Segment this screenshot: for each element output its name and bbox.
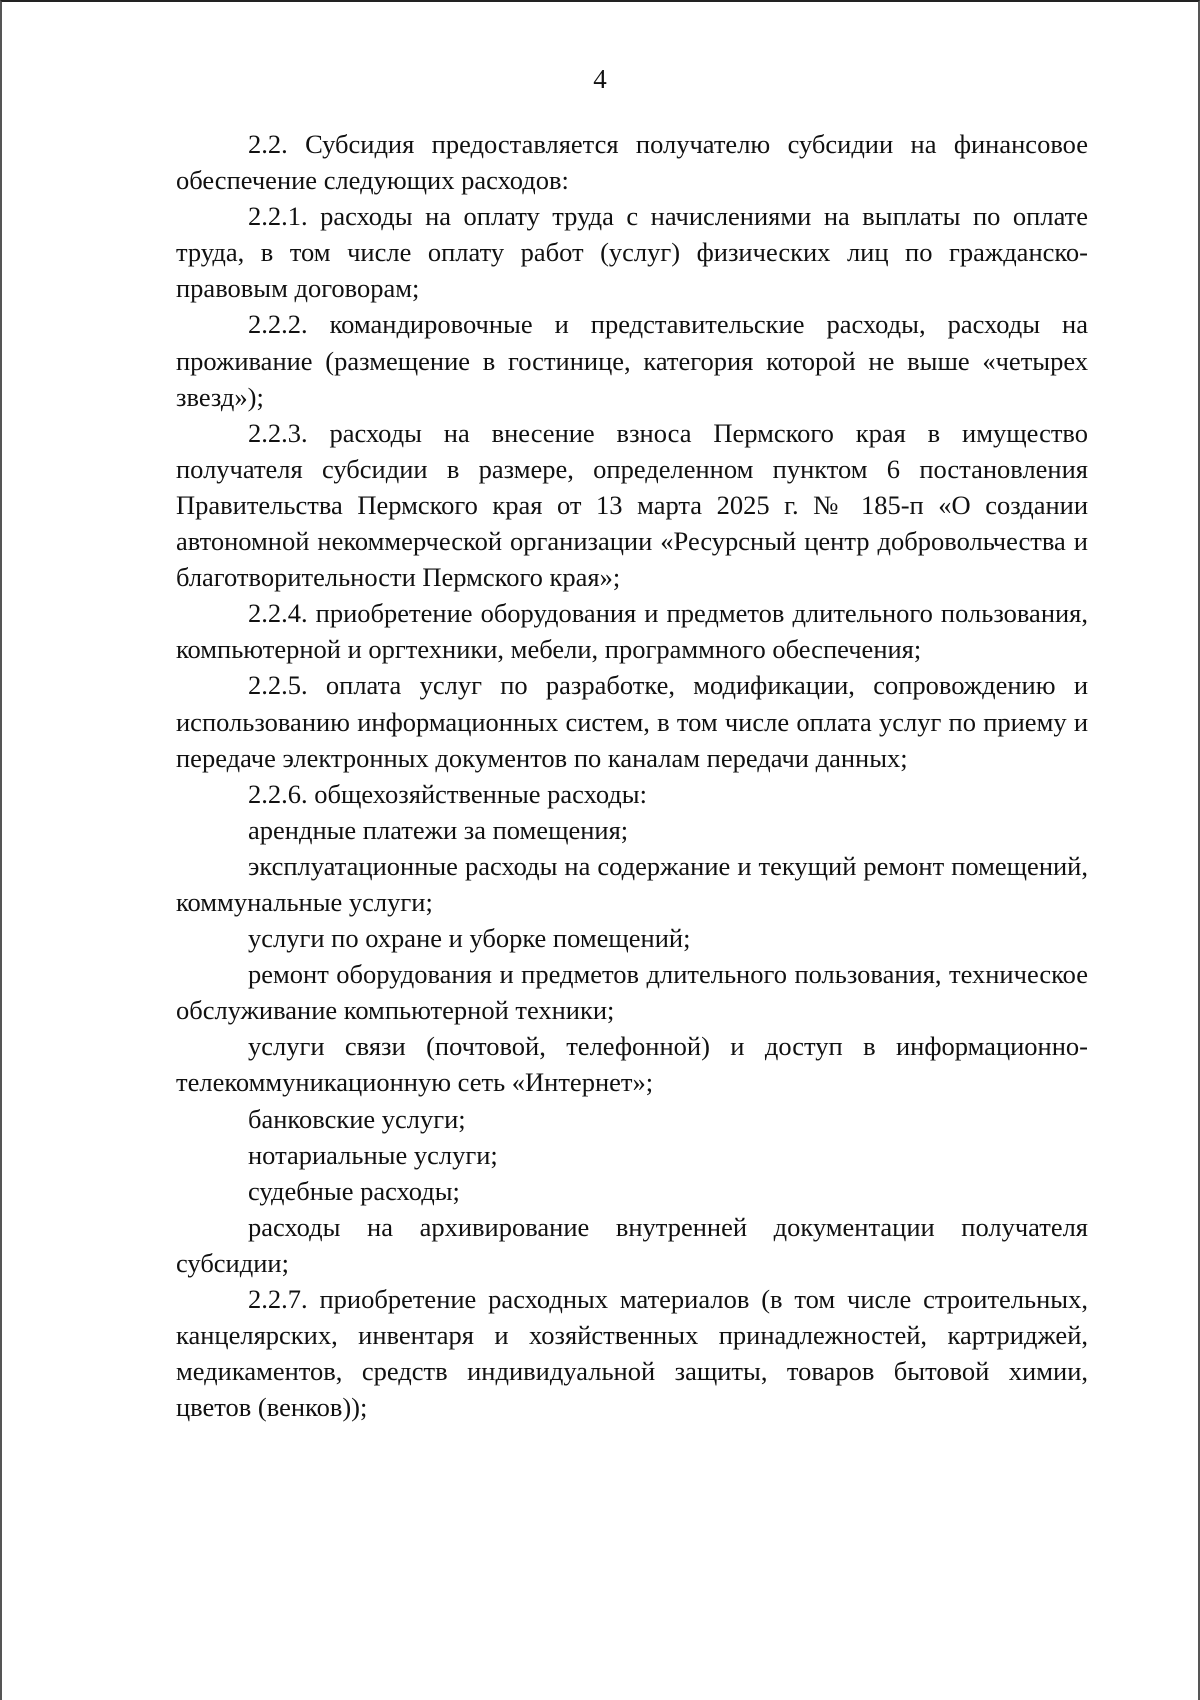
list-item-rent: арендные платежи за помещения; <box>248 814 629 845</box>
list-item-equipment-repair: ремонт оборудования и предметов длительного пользования, техническое обслуживание компьютерной техники; <box>176 959 1088 1026</box>
list-item-communications: услуги связи (почтовой, телефонной) и доступ в информационно-телекоммуникационную сеть «Интернет»; <box>176 1031 1088 1098</box>
paragraph-2-2-2: 2.2.2. командировочные и представительские расходы, расходы на проживание (размещение в гостинице, категория которой не выше «четырех звезд»); <box>176 309 1088 412</box>
list-item-archiving: расходы на архивирование внутренней документации получателя субсидии; <box>176 1211 1088 1278</box>
list-item-security-cleaning: услуги по охране и уборке помещений; <box>248 923 691 954</box>
paragraph-2-2-7: 2.2.7. приобретение расходных материалов (в том числе строительных, канцелярских, инвентаря и хозяйственных принадлежностей, картриджей, медикаментов, средств индивидуальной защиты, товаров бытовой химии, цветов (венков)); <box>176 1284 1088 1423</box>
paragraph-2-2-4: 2.2.4. приобретение оборудования и предметов длительного пользования, компьютерной и оргтехники, мебели, программного обеспечения; <box>176 598 1088 665</box>
paragraph-2-2-1: 2.2.1. расходы на оплату труда с начислениями на выплаты по оплате труда, в том числе оплату работ (услуг) физических лиц по гражданско-правовым договорам; <box>176 201 1088 304</box>
document-body <box>176 126 1088 1425</box>
paragraph-2-2: 2.2. Субсидия предоставляется получателю субсидии на финансовое обеспечение следующих расходов: <box>176 129 1088 196</box>
paragraph-2-2-3: 2.2.3. расходы на внесение взноса Пермского края в имущество получателя субсидии в размере, определенном пунктом 6 постановления Правительства Пермского края от 13 марта 2025 г. № 185-п «О создании автономной некоммерческой организации «Ресурсный центр добровольчества и благотворительности Пермского края»; <box>176 417 1088 593</box>
list-item-banking: банковские услуги; <box>248 1103 466 1134</box>
paragraph-2-2-5: 2.2.5. оплата услуг по разработке, модификации, сопровождению и использованию информационных систем, в том числе оплата услуг по приему и передаче электронных документов по каналам передачи данных; <box>176 670 1088 773</box>
list-item-maintenance: эксплуатационные расходы на содержание и текущий ремонт помещений, коммунальные услуги; <box>176 850 1088 917</box>
paragraph-2-2-6: 2.2.6. общехозяйственные расходы: <box>248 778 647 809</box>
list-item-court: судебные расходы; <box>248 1175 460 1206</box>
list-item-notary: нотариальные услуги; <box>248 1139 498 1170</box>
page-number: 4 <box>593 64 607 94</box>
